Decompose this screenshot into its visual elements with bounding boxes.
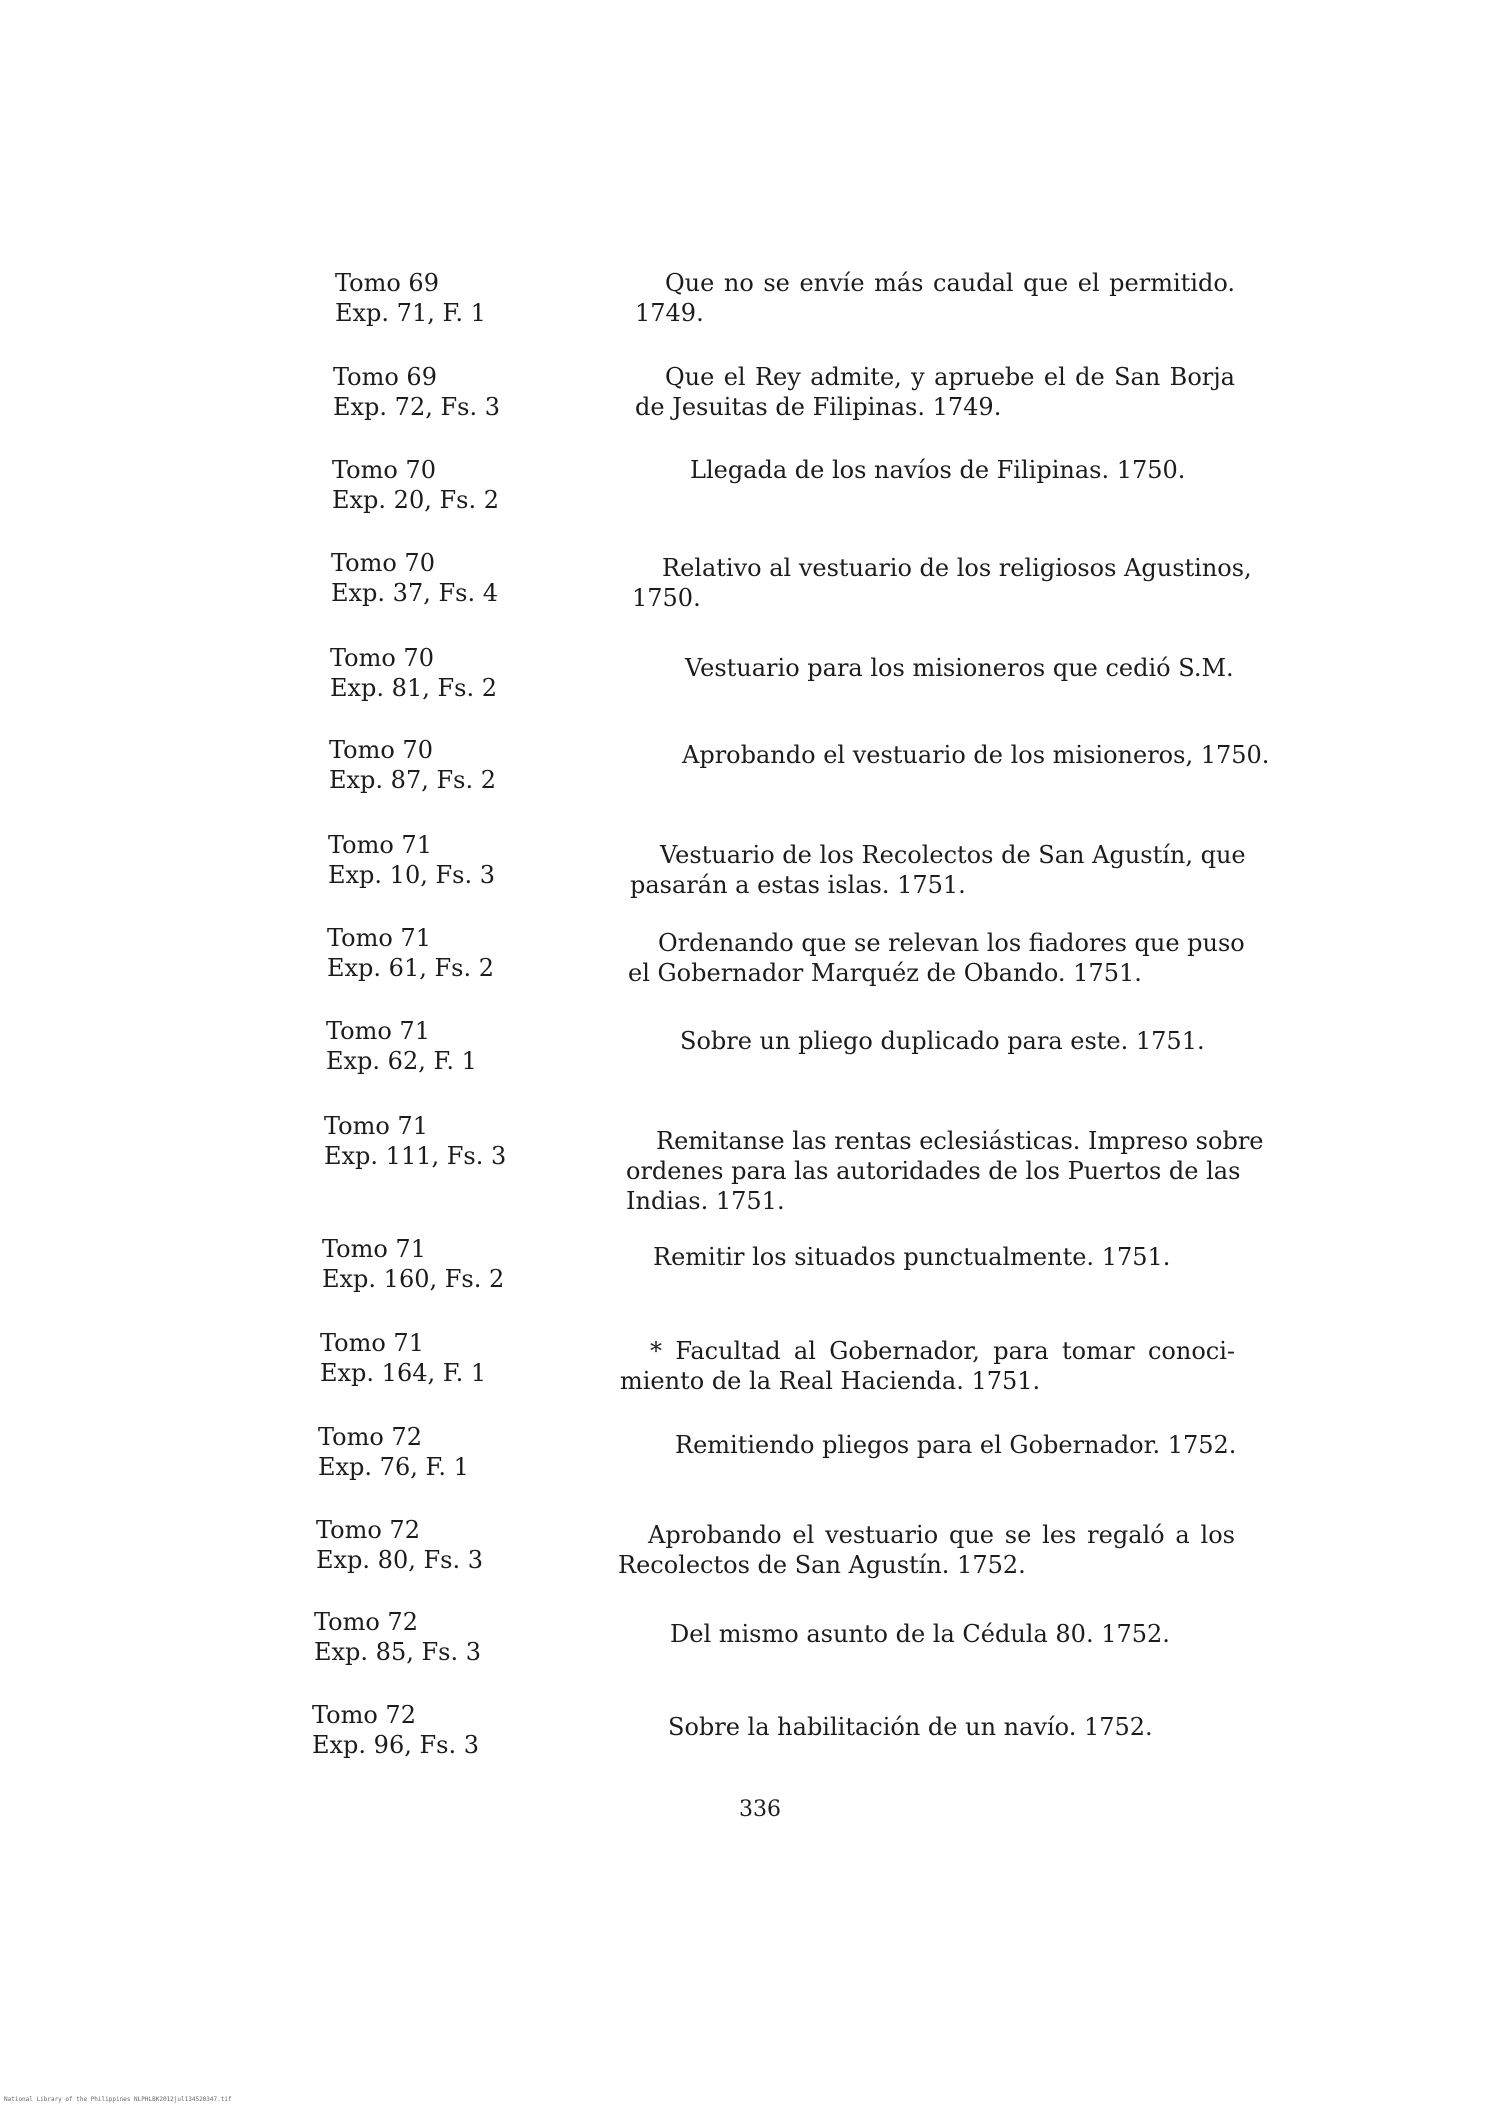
catalog-entry xyxy=(0,1607,1489,1687)
entry-description xyxy=(640,1619,1235,1649)
entry-description xyxy=(623,1242,1235,1272)
catalog-entry xyxy=(0,643,1489,723)
description-line: 1750. xyxy=(632,584,701,612)
tomo-label: Tomo 69 xyxy=(333,363,437,391)
description-line: 1749. xyxy=(635,299,704,327)
catalog-entry xyxy=(0,1422,1489,1502)
expediente-label: Exp. 61, Fs. 2 xyxy=(327,954,494,982)
description-line: * Facultad al Gobernador, para tomar conoci- xyxy=(650,1337,1235,1365)
entry-description xyxy=(650,1026,1235,1056)
catalog-entry xyxy=(0,1016,1489,1096)
entry-description xyxy=(620,1336,1235,1396)
description-line: Remitanse las rentas eclesiásticas. Impreso sobre xyxy=(656,1127,1264,1155)
tomo-label: Tomo 70 xyxy=(332,456,436,484)
catalog-entry xyxy=(0,548,1489,628)
tomo-label: Tomo 70 xyxy=(331,549,435,577)
description-line: Remitir los situados punctualmente. 1751. xyxy=(653,1243,1171,1271)
description-line: Ordenando que se relevan los fiadores que puso xyxy=(658,929,1245,957)
entry-reference xyxy=(327,923,494,983)
entry-description xyxy=(635,362,1235,422)
description-line: Recolectos de San Agustín. 1752. xyxy=(618,1551,1026,1579)
entry-description xyxy=(628,928,1245,988)
tomo-label: Tomo 69 xyxy=(335,269,439,297)
tomo-label: Tomo 71 xyxy=(320,1329,424,1357)
catalog-entry xyxy=(0,268,1489,348)
entry-description xyxy=(652,740,1270,770)
expediente-label: Exp. 76, F. 1 xyxy=(318,1453,469,1481)
description-line: Vestuario para los misioneros que cedió S.M. xyxy=(685,654,1234,682)
entry-reference xyxy=(332,455,499,515)
catalog-entry xyxy=(0,1515,1489,1595)
description-line: Vestuario de los Recolectos de San Agustín, que xyxy=(660,841,1246,869)
entry-description xyxy=(635,268,1235,328)
expediente-label: Exp. 164, F. 1 xyxy=(320,1359,487,1387)
entry-description xyxy=(632,553,1252,613)
description-line: Indias. 1751. xyxy=(626,1187,785,1215)
description-line: Que el Rey admite, y apruebe el de San Borja xyxy=(665,363,1235,391)
entry-reference xyxy=(312,1700,479,1760)
entry-reference xyxy=(322,1234,504,1294)
expediente-label: Exp. 71, F. 1 xyxy=(335,299,486,327)
description-line: Aprobando el vestuario de los misioneros, 1750. xyxy=(682,741,1270,769)
entry-description xyxy=(630,840,1246,900)
expediente-label: Exp. 85, Fs. 3 xyxy=(314,1638,481,1666)
catalog-entry xyxy=(0,1111,1489,1215)
entry-reference xyxy=(333,362,500,422)
description-line: pasarán a estas islas. 1751. xyxy=(630,871,966,899)
tomo-label: Tomo 72 xyxy=(312,1701,416,1729)
tomo-label: Tomo 72 xyxy=(318,1423,422,1451)
description-line: de Jesuitas de Filipinas. 1749. xyxy=(635,393,1002,421)
catalog-entry xyxy=(0,1700,1489,1780)
expediente-label: Exp. 81, Fs. 2 xyxy=(330,674,497,702)
tomo-label: Tomo 72 xyxy=(314,1608,418,1636)
expediente-label: Exp. 62, F. 1 xyxy=(326,1047,477,1075)
entry-reference xyxy=(326,1016,477,1076)
expediente-label: Exp. 10, Fs. 3 xyxy=(328,861,495,889)
entry-description xyxy=(626,1126,1264,1216)
entry-reference xyxy=(324,1111,506,1171)
entry-reference xyxy=(329,735,496,795)
entry-description xyxy=(618,1520,1235,1580)
catalog-entry xyxy=(0,362,1489,442)
description-line: el Gobernador Marquéz de Obando. 1751. xyxy=(628,959,1142,987)
expediente-label: Exp. 72, Fs. 3 xyxy=(333,393,500,421)
description-line: miento de la Real Hacienda. 1751. xyxy=(620,1367,1041,1395)
expediente-label: Exp. 160, Fs. 2 xyxy=(322,1265,505,1293)
expediente-label: Exp. 37, Fs. 4 xyxy=(331,579,498,607)
entry-description xyxy=(655,653,1235,683)
entry-reference xyxy=(335,268,486,328)
entry-reference xyxy=(316,1515,483,1575)
description-line: Sobre un pliego duplicado para este. 1751. xyxy=(680,1027,1205,1055)
tomo-label: Tomo 72 xyxy=(316,1516,420,1544)
expediente-label: Exp. 80, Fs. 3 xyxy=(316,1546,483,1574)
expediente-label: Exp. 87, Fs. 2 xyxy=(329,766,496,794)
description-line: Relativo al vestuario de los religiosos Agustinos, xyxy=(662,554,1252,582)
tomo-label: Tomo 71 xyxy=(328,831,432,859)
tomo-label: Tomo 71 xyxy=(324,1112,428,1140)
entry-reference xyxy=(318,1422,469,1482)
entry-reference xyxy=(331,548,498,608)
expediente-label: Exp. 96, Fs. 3 xyxy=(312,1731,479,1759)
entry-reference xyxy=(330,643,497,703)
tomo-label: Tomo 71 xyxy=(322,1235,426,1263)
tomo-label: Tomo 70 xyxy=(329,736,433,764)
tomo-label: Tomo 70 xyxy=(330,644,434,672)
entry-description xyxy=(638,1712,1235,1742)
expediente-label: Exp. 20, Fs. 2 xyxy=(332,486,499,514)
page-number: 336 xyxy=(739,1797,781,1822)
description-line: Sobre la habilitación de un navío. 1752. xyxy=(668,1713,1153,1741)
expediente-label: Exp. 111, Fs. 3 xyxy=(324,1142,507,1170)
catalog-entry xyxy=(0,1234,1489,1314)
description-line: Remitiendo pliegos para el Gobernador. 1752. xyxy=(675,1431,1237,1459)
description-line: ordenes para las autoridades de los Puertos de las xyxy=(626,1157,1241,1185)
description-line: Aprobando el vestuario que se les regaló a los xyxy=(648,1521,1235,1549)
catalog-entry xyxy=(0,923,1489,1003)
description-line: Del mismo asunto de la Cédula 80. 1752. xyxy=(670,1620,1170,1648)
tomo-label: Tomo 71 xyxy=(327,924,431,952)
entry-reference xyxy=(328,830,495,890)
entry-reference xyxy=(314,1607,481,1667)
scan-footer: National Library of the Philippines NLPHLBK2012jul134520347.tif xyxy=(4,2096,232,2103)
tomo-label: Tomo 71 xyxy=(326,1017,430,1045)
entry-description xyxy=(660,455,1235,485)
description-line: Llegada de los navíos de Filipinas. 1750. xyxy=(690,456,1186,484)
catalog-entry xyxy=(0,1328,1489,1408)
catalog-entry xyxy=(0,830,1489,910)
entry-reference xyxy=(320,1328,486,1388)
entry-description xyxy=(645,1430,1235,1460)
catalog-entry xyxy=(0,735,1489,815)
description-line: Que no se envíe más caudal que el permitido. xyxy=(665,269,1235,297)
catalog-entry xyxy=(0,455,1489,535)
